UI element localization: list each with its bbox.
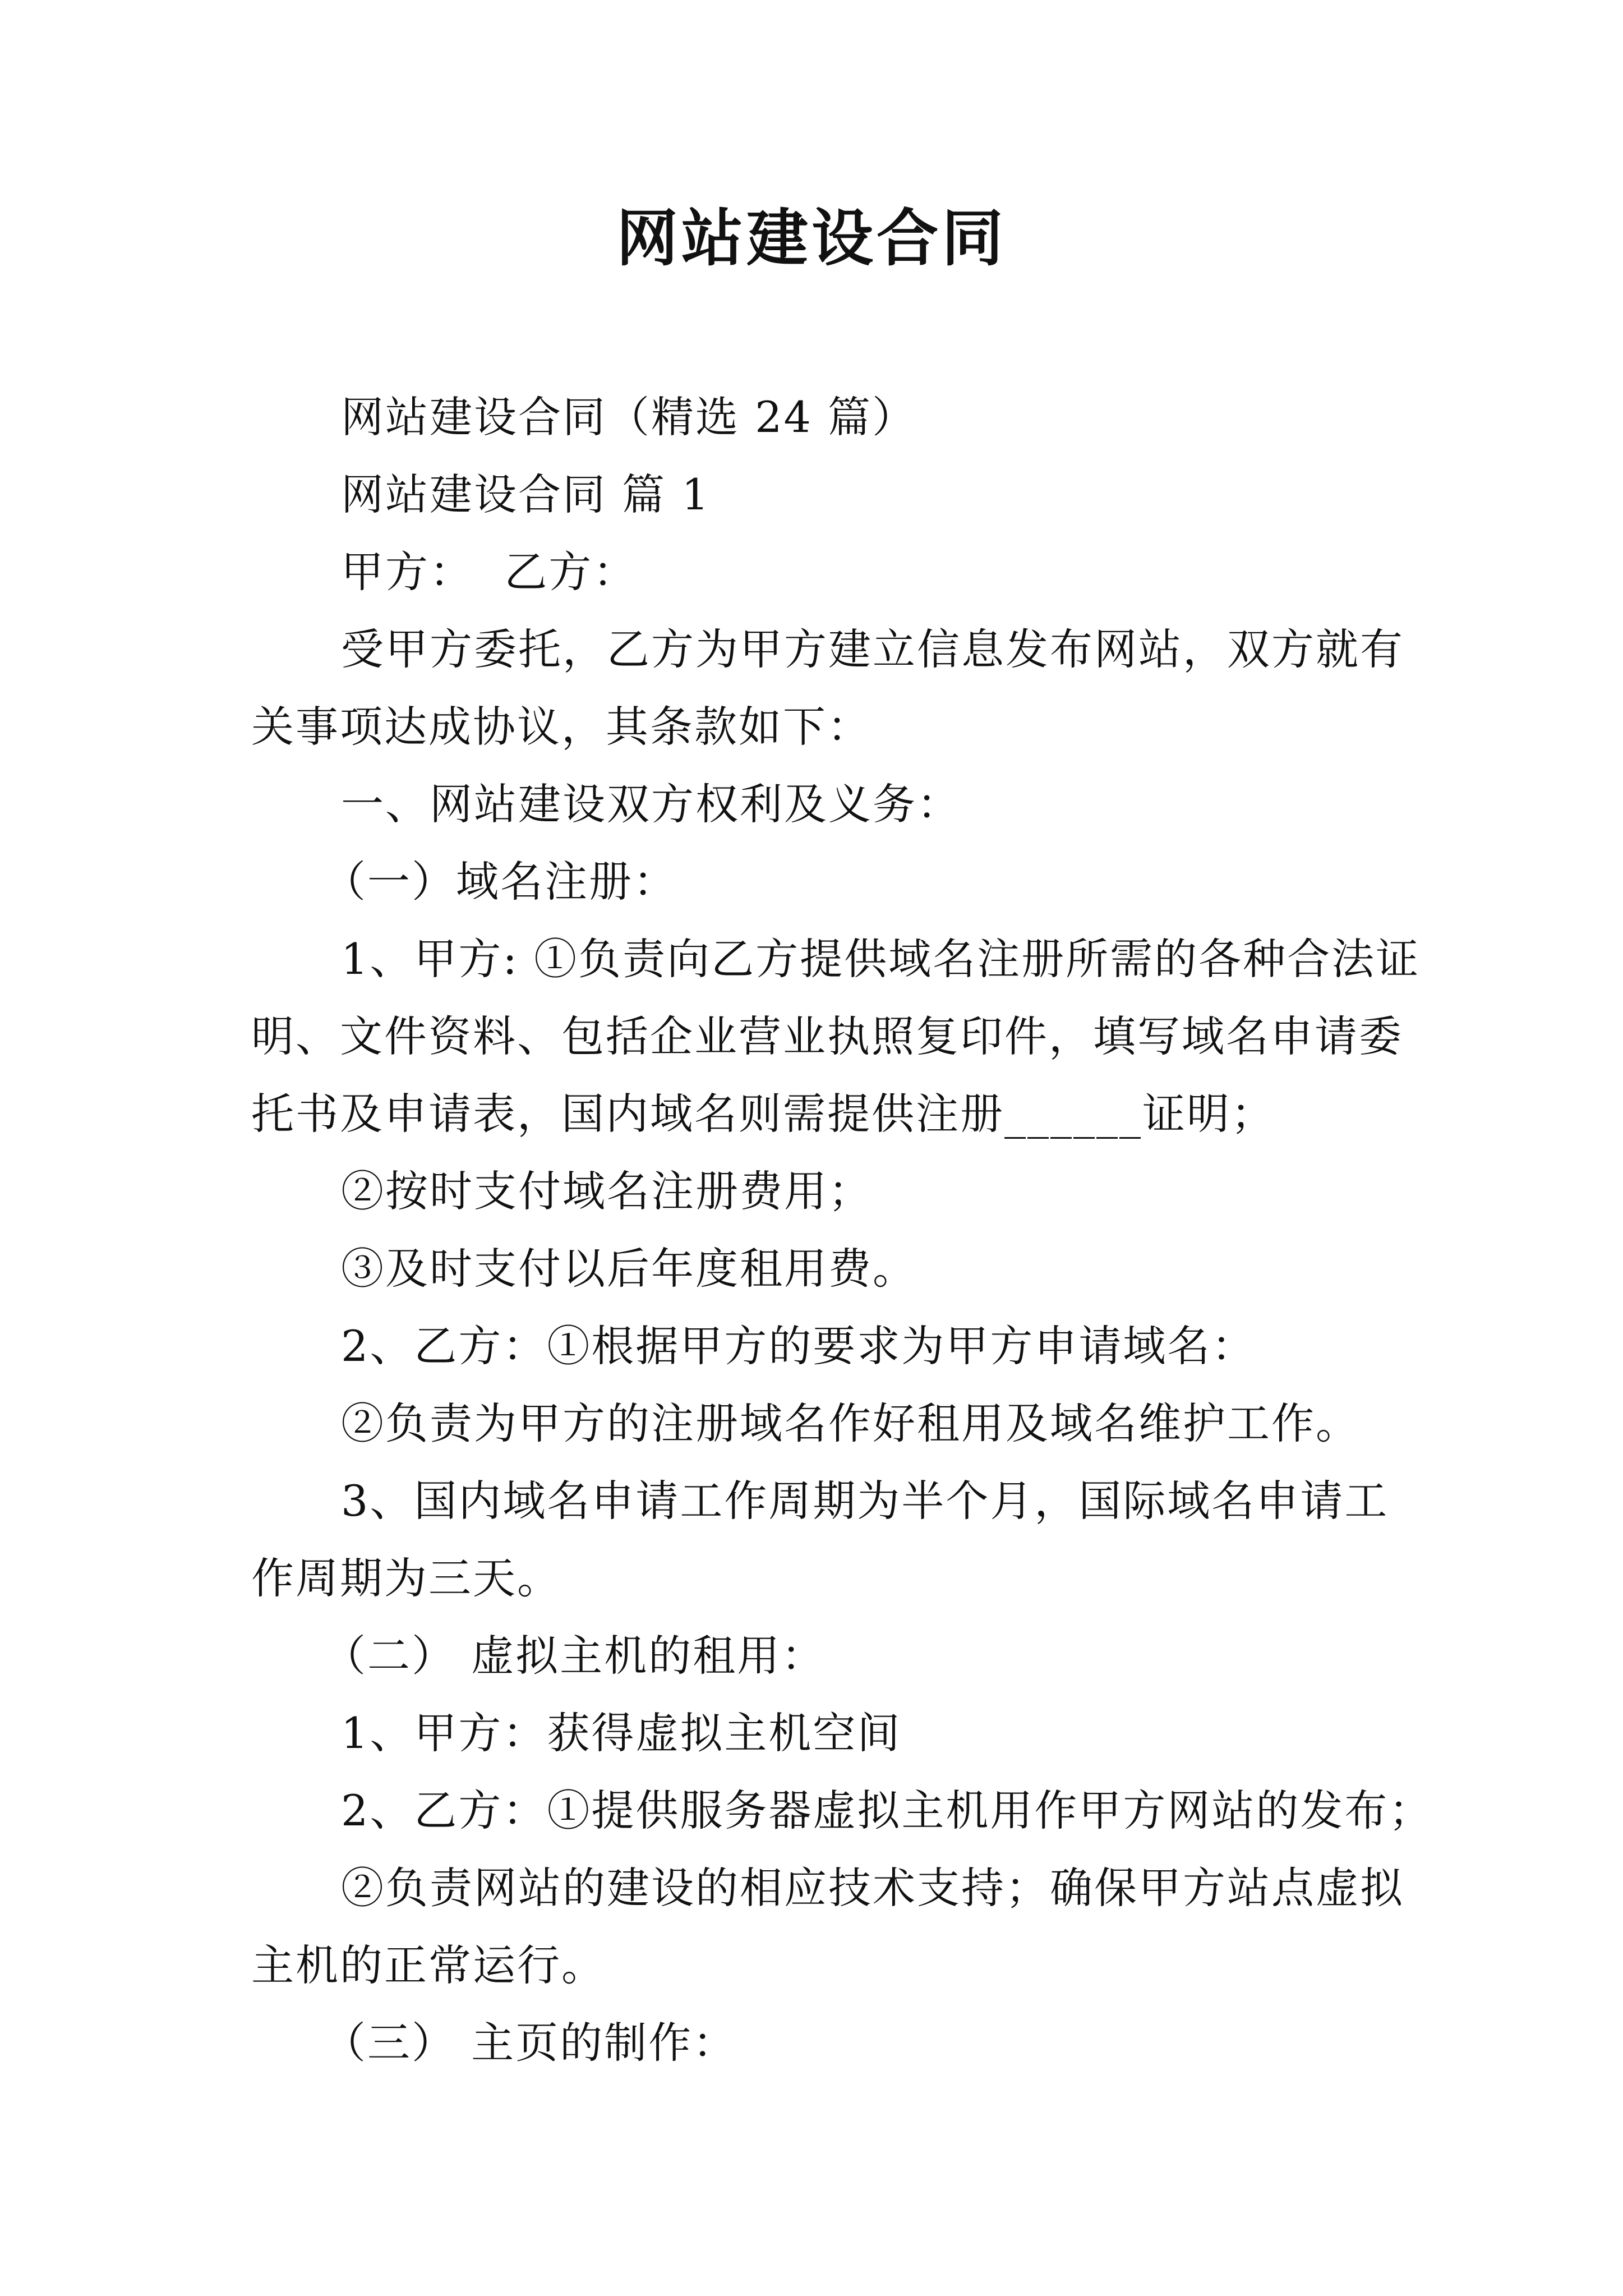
subtitle-line: 网站建设合同（精选 24 篇） xyxy=(341,392,917,442)
paragraph-line: ②负责为甲方的注册域名作好租用及域名维护工作。 xyxy=(341,1398,1360,1448)
paragraph-line: 1、甲方：获得虚拟主机空间 xyxy=(341,1708,902,1758)
paragraph-line: 关事项达成协议，其条款如下： xyxy=(251,702,872,752)
paragraph-line: 2、乙方：①根据甲方的要求为甲方申请域名： xyxy=(341,1321,1256,1371)
paragraph-line: 受甲方委托，乙方为甲方建立信息发布网站，双方就有 xyxy=(341,624,1404,674)
paragraph-line: ②负责网站的建设的相应技术支持；确保甲方站点虚拟 xyxy=(341,1863,1404,1913)
paragraph-line: 主机的正常运行。 xyxy=(251,1940,606,1990)
section-heading: 网站建设合同 篇 1 xyxy=(341,470,711,519)
paragraph-line: 托书及申请表，国内域名则需提供注册______证明； xyxy=(251,1089,1275,1139)
paragraph-line: 3、国内域名申请工作周期为半个月，国际域名申请工 xyxy=(341,1476,1389,1526)
paragraph-line: 作周期为三天。 xyxy=(251,1553,561,1603)
document-title: 网站建设合同 xyxy=(616,202,1007,274)
subclause-heading: （二） 虚拟主机的租用： xyxy=(323,1631,826,1681)
subclause-heading: （一）域名注册： xyxy=(323,857,677,907)
paragraph-line: ③及时支付以后年度租用费。 xyxy=(341,1244,917,1294)
paragraph-line: 1、甲方: ①负责向乙方提供域名注册所需的各种合法证 xyxy=(341,934,1421,984)
paragraph-line: 2、乙方：①提供服务器虚拟主机用作甲方网站的发布； xyxy=(341,1786,1433,1835)
clause-heading: 一、网站建设双方权利及义务： xyxy=(341,779,961,829)
subclause-heading: （三） 主页的制作： xyxy=(323,2018,737,2068)
paragraph-line: ②按时支付域名注册费用； xyxy=(341,1166,873,1216)
paragraph-line: 明、文件资料、包括企业营业执照复印件，填写域名申请委 xyxy=(251,1011,1403,1061)
parties-line: 甲方： 乙方： xyxy=(341,547,638,597)
